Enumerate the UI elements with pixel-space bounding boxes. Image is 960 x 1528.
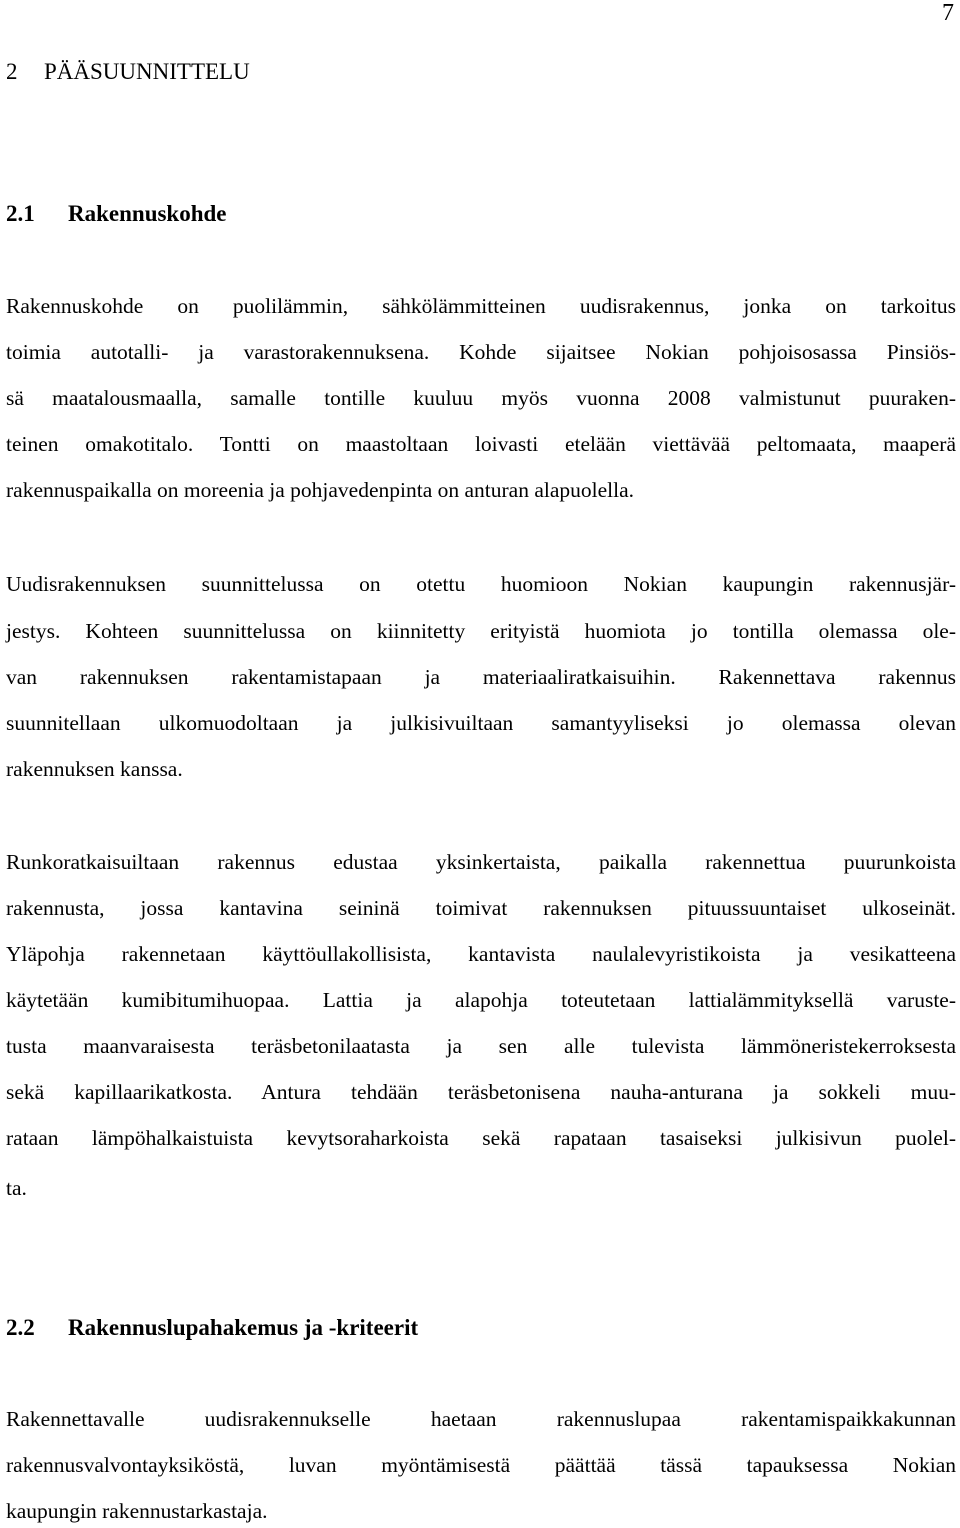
section-heading-2-1 bbox=[6, 200, 227, 228]
text-line: Rakennuskohde on puolilämmin, sähkölämmitteinen uudisrakennus, jonka on tarkoitus bbox=[6, 294, 956, 318]
chapter-heading bbox=[6, 58, 250, 86]
text-line: kaupungin rakennustarkastaja. bbox=[6, 1499, 268, 1523]
text-line: rakennusvalvontayksiköstä, luvan myöntämisestä päättää tässä tapauksessa Nokian bbox=[6, 1453, 956, 1477]
text-line: van rakennuksen rakentamistapaan ja materiaaliratkaisuihin. Rakennettava rakennus bbox=[6, 665, 956, 689]
text-line: suunnitellaan ulkomuodoltaan ja julkisivuiltaan samantyyliseksi jo olemassa olevan bbox=[6, 711, 956, 735]
text-line: rakennuspaikalla on moreenia ja pohjavedenpinta on anturan alapuolella. bbox=[6, 478, 635, 502]
section-number: 2.1 bbox=[6, 201, 35, 226]
text-line: Uudisrakennuksen suunnittelussa on otettu huomioon Nokian kaupungin rakennusjär- bbox=[6, 572, 956, 596]
chapter-number: 2 bbox=[6, 59, 18, 84]
text-line: teinen omakotitalo. Tontti on maastoltaan loivasti etelään viettävää peltomaata, maaperä bbox=[6, 432, 956, 456]
text-line: rakennuksen kanssa. bbox=[6, 757, 183, 781]
text-line: jestys. Kohteen suunnittelussa on kiinnitetty erityistä huomiota jo tontilla olemassa ole- bbox=[6, 619, 956, 643]
text-line: sä maatalousmaalla, samalle tontille kuuluu myös vuonna 2008 valmistunut puuraken- bbox=[6, 386, 956, 410]
text-line: käytetään kumibitumihuopaa. Lattia ja alapohja toteutetaan lattialämmityksellä varuste- bbox=[6, 988, 956, 1012]
text-line: Yläpohja rakennetaan käyttöullakollisista, kantavista naulalevyristikoista ja vesikatteena bbox=[6, 942, 956, 966]
chapter-title: PÄÄSUUNNITTELU bbox=[44, 59, 250, 84]
section-title: Rakennuskohde bbox=[68, 201, 227, 226]
text-line: Runkoratkaisuiltaan rakennus edustaa yksinkertaista, paikalla rakennettua puurunkoista bbox=[6, 850, 956, 874]
text-line: sekä kapillaarikatkosta. Antura tehdään teräsbetonisena nauha-anturana ja sokkeli muu- bbox=[6, 1080, 956, 1104]
text-line: rataan lämpöhalkaistuista kevytsoraharkoista sekä rapataan tasaiseksi julkisivun puolel- bbox=[6, 1126, 956, 1150]
section-number: 2.2 bbox=[6, 1315, 35, 1340]
text-line: ta. bbox=[6, 1176, 27, 1200]
text-line: tusta maanvaraisesta teräsbetonilaatasta ja sen alle tulevista lämmöneristekerroksesta bbox=[6, 1034, 956, 1058]
text-line: toimia autotalli- ja varastorakennuksena. Kohde sijaitsee Nokian pohjoisosassa Pinsiös- bbox=[6, 340, 956, 364]
section-title: Rakennuslupahakemus ja -kriteerit bbox=[68, 1315, 419, 1340]
section-heading-2-2 bbox=[6, 1314, 418, 1342]
text-line: Rakennettavalle uudisrakennukselle haetaan rakennuslupaa rakentamispaikkakunnan bbox=[6, 1407, 956, 1431]
text-line: rakennusta, jossa kantavina seininä toimivat rakennuksen pituussuuntaiset ulkoseinät. bbox=[6, 896, 956, 920]
page-number: 7 bbox=[942, 0, 954, 26]
